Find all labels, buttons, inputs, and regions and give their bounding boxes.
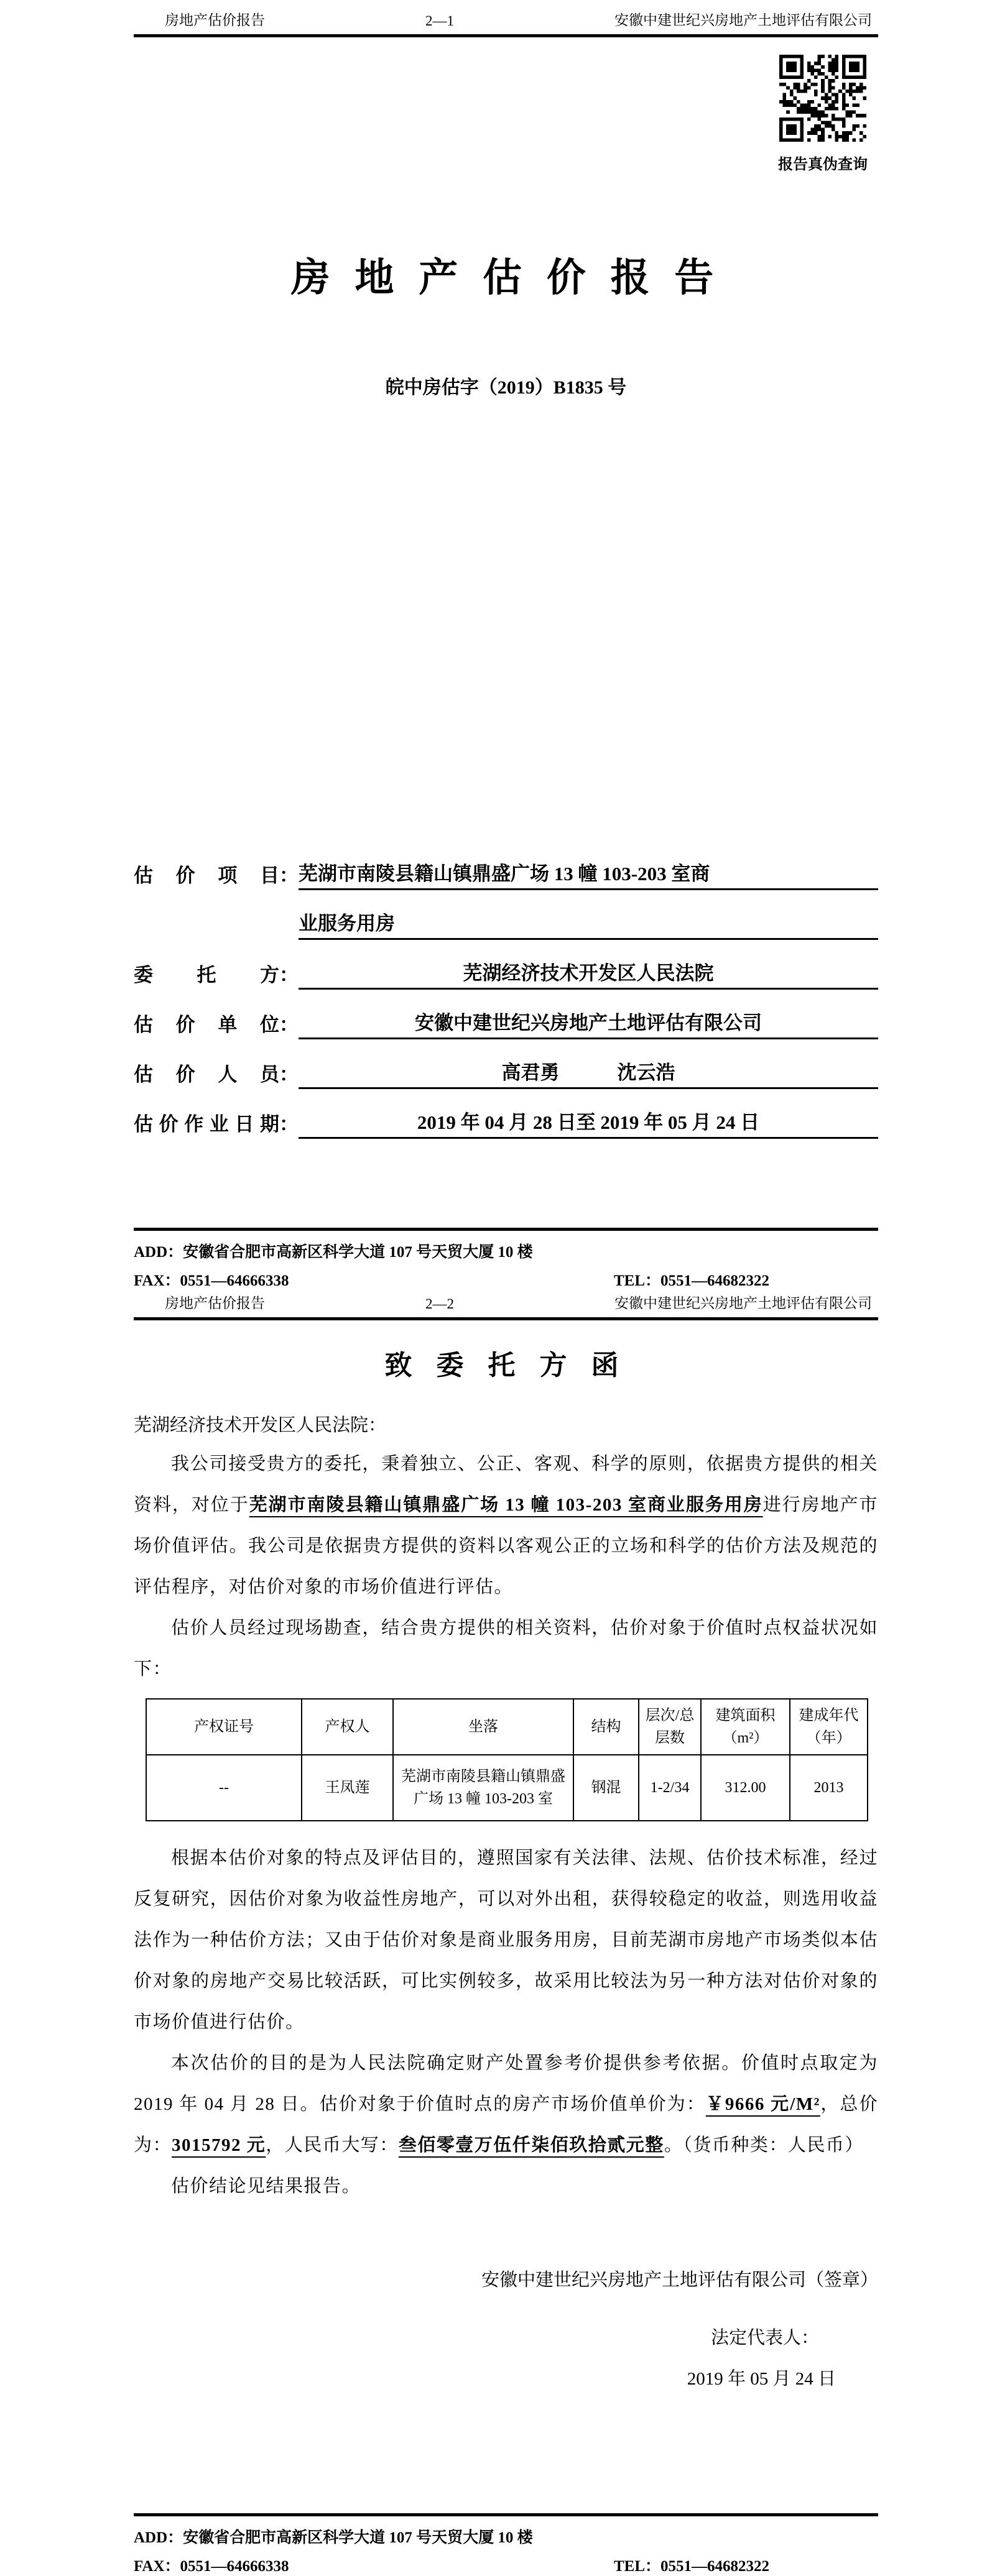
project-field-value-line2: 业服务用房 — [299, 908, 878, 940]
para1-pre: 我公司接受贵方的委托，秉着独立、公正、客观、科学的原则，依据贵方提供的相关资料，对位于 — [134, 1454, 878, 1515]
staff-field-label: 估价人员 — [134, 1064, 279, 1085]
paragraph-methods: 根据本估价对象的特点及评估目的，遵照国家有关法律、法规、估价技术标准，经过反复研究，因估价对象为收益性房地产，可以对外出租，获得较稳定的收益，则选用收益法作为一种估价方法；又由于估价对象是商业服务用房，目前芜湖市房地产市场类似本估价对象的房地产交易比较活跃，可比实例较多，故采用比较法为另一种方法对估价对象的市场价值进行估价。 — [134, 1848, 878, 2032]
project-field-label: 估价项目 — [134, 865, 279, 886]
form-row-staff — [134, 1039, 878, 1089]
footer-fax: FAX：0551—64666338 — [134, 1272, 289, 1289]
amount-in-words: 叁佰零壹万伍仟柒佰玖拾贰元整 — [398, 2135, 664, 2155]
col-owner: 产权人 — [302, 1699, 393, 1755]
agency-field-label: 估价单位 — [134, 1014, 279, 1036]
signature-legal-rep: 法定代表人： — [710, 2328, 819, 2348]
field-colon: ： — [279, 964, 299, 986]
header-page-number: 2—1 — [425, 13, 454, 29]
agency-field-value: 安徽中建世纪兴房地产土地评估有限公司 — [299, 1007, 878, 1039]
para4-mid2: ，人民币大写： — [266, 2135, 399, 2155]
cell-location: 芜湖市南陵县籍山镇鼎盛广场 13 幢 103-203 室 — [393, 1755, 573, 1821]
field-colon: ： — [279, 865, 299, 886]
cover-form — [134, 840, 878, 1139]
form-row-work-date — [134, 1089, 878, 1139]
qr-label: 报告真伪查询 — [778, 157, 868, 173]
footer-address: ADD：安徽省合肥市高新区科学大道 107 号天贸大厦 10 楼 — [134, 1244, 533, 1261]
col-year-built: 建成年代（年） — [790, 1699, 868, 1755]
para4-pre: 本次估价的目的是为人民法院确定财产处置参考价提供参考依据。价值时点取定为 2019 年 04 月 28 日。估价对象于价值时点的房产市场价值单价为： — [134, 2053, 878, 2114]
cell-year-built: 2013 — [790, 1755, 868, 1821]
footer-address: ADD：安徽省合肥市高新区科学大道 107 号天贸大厦 10 楼 — [134, 2529, 533, 2546]
letter-title: 致 委 托 方 函 — [384, 1350, 628, 1381]
header-company-name: 安徽中建世纪兴房地产土地评估有限公司 — [614, 1295, 872, 1311]
form-row-agency — [134, 990, 878, 1039]
header-doc-type: 房地产估价报告 — [165, 1295, 265, 1311]
header-doc-type: 房地产估价报告 — [165, 12, 265, 28]
para1-post: 进行房地产市场价值评估。我公司是依据贵方提供的资料以客观公正的立场和科学的估价方法及规范的评估程序，对估价对象的市场价值进行评估。 — [134, 1495, 878, 1597]
table-row — [146, 1755, 868, 1821]
paragraph-intro — [134, 1443, 878, 1608]
signature-company: 安徽中建世纪兴房地产土地评估有限公司（签章） — [481, 2270, 878, 2290]
form-row-project — [134, 840, 878, 890]
para4-mid1: ，总价为： — [134, 2094, 878, 2155]
field-colon: ： — [279, 1064, 299, 1085]
header-page-number: 2—2 — [425, 1296, 454, 1312]
ownership-table — [146, 1698, 868, 1821]
qr-code — [779, 55, 866, 142]
page2-header — [134, 1292, 878, 1320]
cell-owner: 王凤莲 — [302, 1755, 393, 1821]
client-field-value: 芜湖经济技术开发区人民法院 — [299, 957, 878, 990]
col-area: 建筑面积（m²） — [701, 1699, 790, 1755]
field-colon: ： — [279, 1014, 299, 1036]
table-header-row — [146, 1699, 868, 1755]
footer-tel: TEL：0551—64682322 — [614, 1272, 770, 1289]
total-price-value: 3015792 元 — [172, 2135, 266, 2155]
para1-subject-property: 芜湖市南陵县籍山镇鼎盛广场 13 幢 103-203 室商业服务用房 — [249, 1495, 763, 1515]
date-field-label: 估价作业日期 — [134, 1113, 279, 1135]
footer-fax: FAX：0551—64666338 — [134, 2558, 289, 2575]
client-field-label: 委托方 — [134, 964, 279, 986]
col-location: 坐落 — [393, 1699, 573, 1755]
cell-cert-no: -- — [146, 1755, 302, 1821]
paragraph-survey: 估价人员经过现场勘查，结合贵方提供的相关资料，估价对象于价值时点权益状况如下： — [134, 1618, 878, 1679]
cell-floor: 1-2/34 — [639, 1755, 701, 1821]
project-field-value-line1: 芜湖市南陵县籍山镇鼎盛广场 13 幢 103-203 室商 — [299, 858, 878, 890]
staff-field-value: 高君勇 沈云浩 — [299, 1057, 878, 1089]
field-colon: ： — [279, 1113, 299, 1135]
col-structure: 结构 — [573, 1699, 639, 1755]
para4-post: 。（货币种类：人民币） — [664, 2135, 864, 2155]
col-floor: 层次/总层数 — [639, 1699, 701, 1755]
page1-header — [134, 9, 878, 37]
report-title: 房 地 产 估 价 报 告 — [290, 256, 721, 300]
page2-footer — [134, 2513, 878, 2576]
paragraph-valuation — [134, 2043, 878, 2166]
form-row-client — [134, 940, 878, 990]
paragraph-conclusion: 估价结论见结果报告。 — [171, 2176, 361, 2196]
page1-footer — [134, 1228, 878, 1290]
col-cert-no: 产权证号 — [146, 1699, 302, 1755]
footer-tel: TEL：0551—64682322 — [614, 2558, 770, 2575]
cell-area: 312.00 — [701, 1755, 790, 1821]
date-field-value: 2019 年 04 月 28 日至 2019 年 05 月 24 日 — [299, 1106, 878, 1139]
unit-price-value: ￥9666 元/M² — [705, 2094, 820, 2114]
qr-verification-block — [774, 55, 872, 173]
signature-date: 2019 年 05 月 24 日 — [687, 2369, 836, 2389]
header-company-name: 安徽中建世纪兴房地产土地评估有限公司 — [614, 12, 872, 28]
form-row-project-cont — [134, 890, 878, 940]
letter-body — [134, 1443, 878, 2207]
letter-salutation: 芜湖经济技术开发区人民法院： — [134, 1415, 387, 1435]
cell-structure: 钢混 — [573, 1755, 639, 1821]
report-number: 皖中房估字（2019）B1835 号 — [385, 377, 627, 398]
